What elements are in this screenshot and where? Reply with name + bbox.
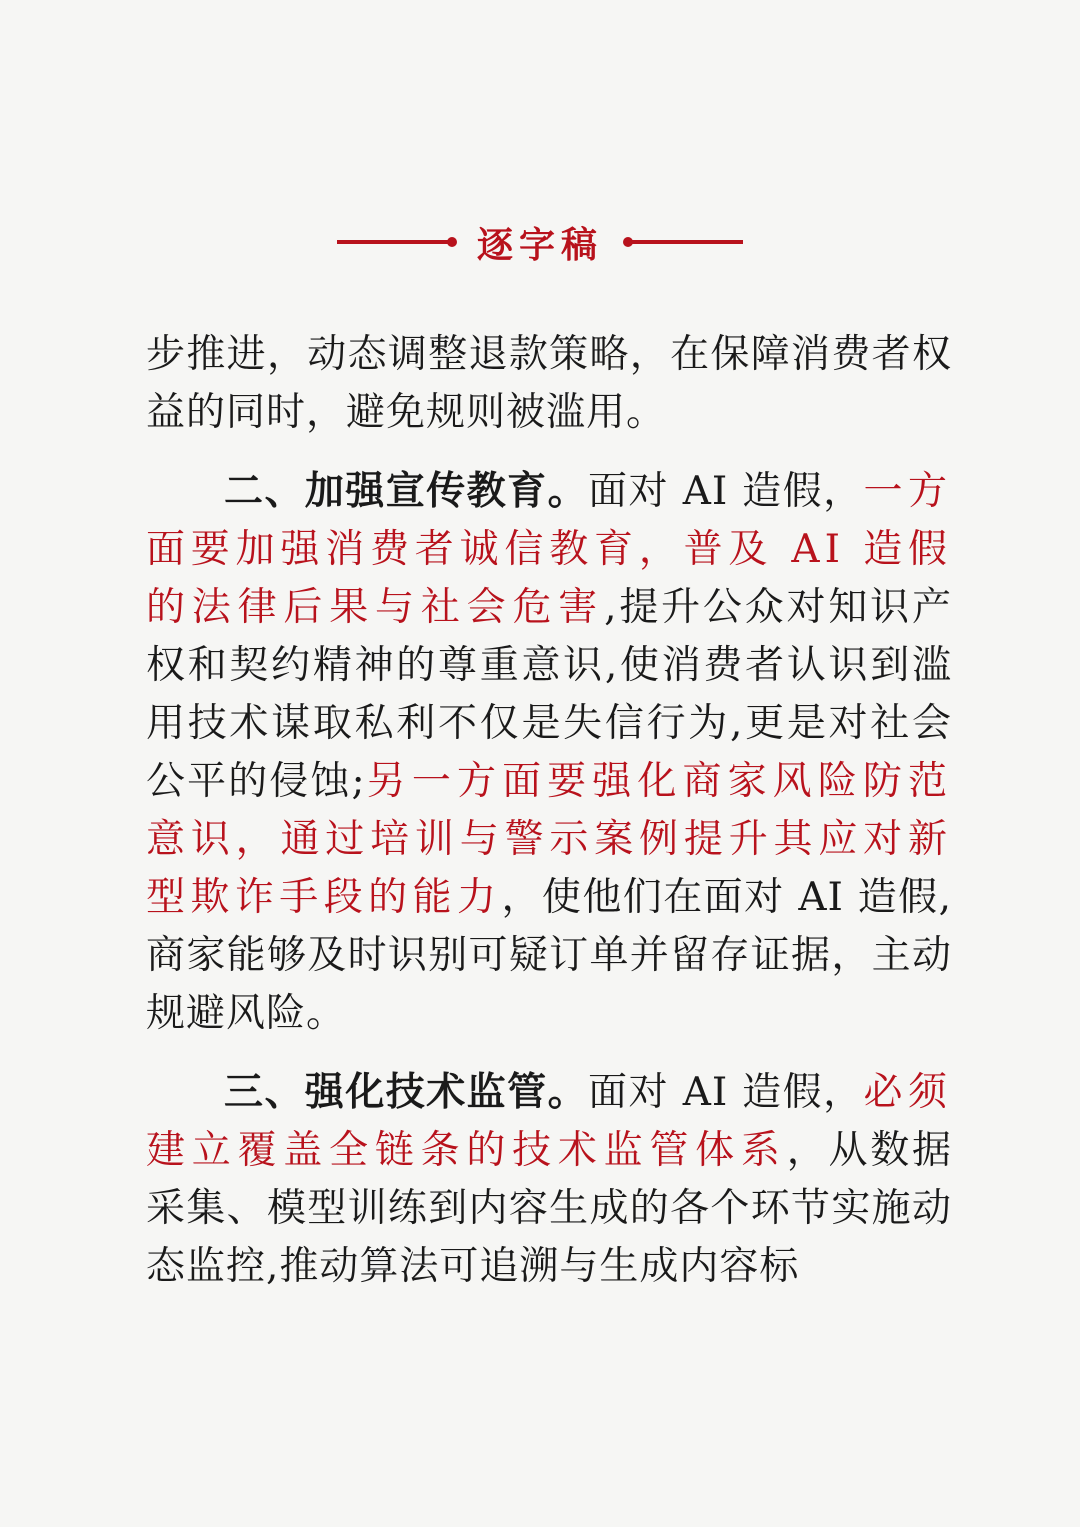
header-title: 逐字稿 bbox=[476, 223, 603, 266]
education-lead: 面对 AI 造假， bbox=[588, 469, 864, 514]
education-highlight-2: 另一方面要强化商家风险防范意识，通过培训与警示案例提升其应对新型欺诈手段的能力 bbox=[146, 759, 952, 920]
header-left-rule bbox=[337, 240, 455, 244]
education-highlight-1: 一方面要加强消费者诚信教育，普及 AI 造假的法律后果与社会危害 bbox=[146, 469, 952, 630]
education-text-2: ，使他们在面对 AI 造假,商家能够及时识别可疑订单并留存证据，主动规避风险。 bbox=[146, 875, 952, 1036]
header-right-dot bbox=[623, 237, 633, 247]
education-heading: 二、加强宣传教育。 bbox=[224, 468, 589, 514]
supervision-text-1: ，从数据采集、模型训练到内容生成的各个环节实施动态监控,推动算法可追溯与生成内容标 bbox=[146, 1128, 952, 1289]
transcript-body bbox=[146, 326, 952, 1296]
supervision-heading: 三、强化技术监管。 bbox=[224, 1069, 589, 1115]
paragraph-supervision bbox=[146, 1063, 952, 1296]
header-right-rule bbox=[625, 240, 743, 244]
supervision-highlight-1: 必须建立覆盖全链条的技术监管体系 bbox=[146, 1070, 952, 1173]
header-left-dot bbox=[447, 237, 457, 247]
paragraph-education bbox=[146, 462, 952, 1043]
section-header bbox=[0, 212, 1080, 272]
supervision-lead: 面对 AI 造假， bbox=[588, 1070, 864, 1115]
paragraph-continuation bbox=[146, 326, 952, 442]
continuation-text: 步推进，动态调整退款策略，在保障消费者权益的同时，避免规则被滥用。 bbox=[146, 332, 952, 435]
education-text-1: ,提升公众对知识产权和契约精神的尊重意识,使消费者认识到滥用技术谋取私利不仅是失信行为,更是对社会公平的侵蚀; bbox=[146, 585, 952, 804]
